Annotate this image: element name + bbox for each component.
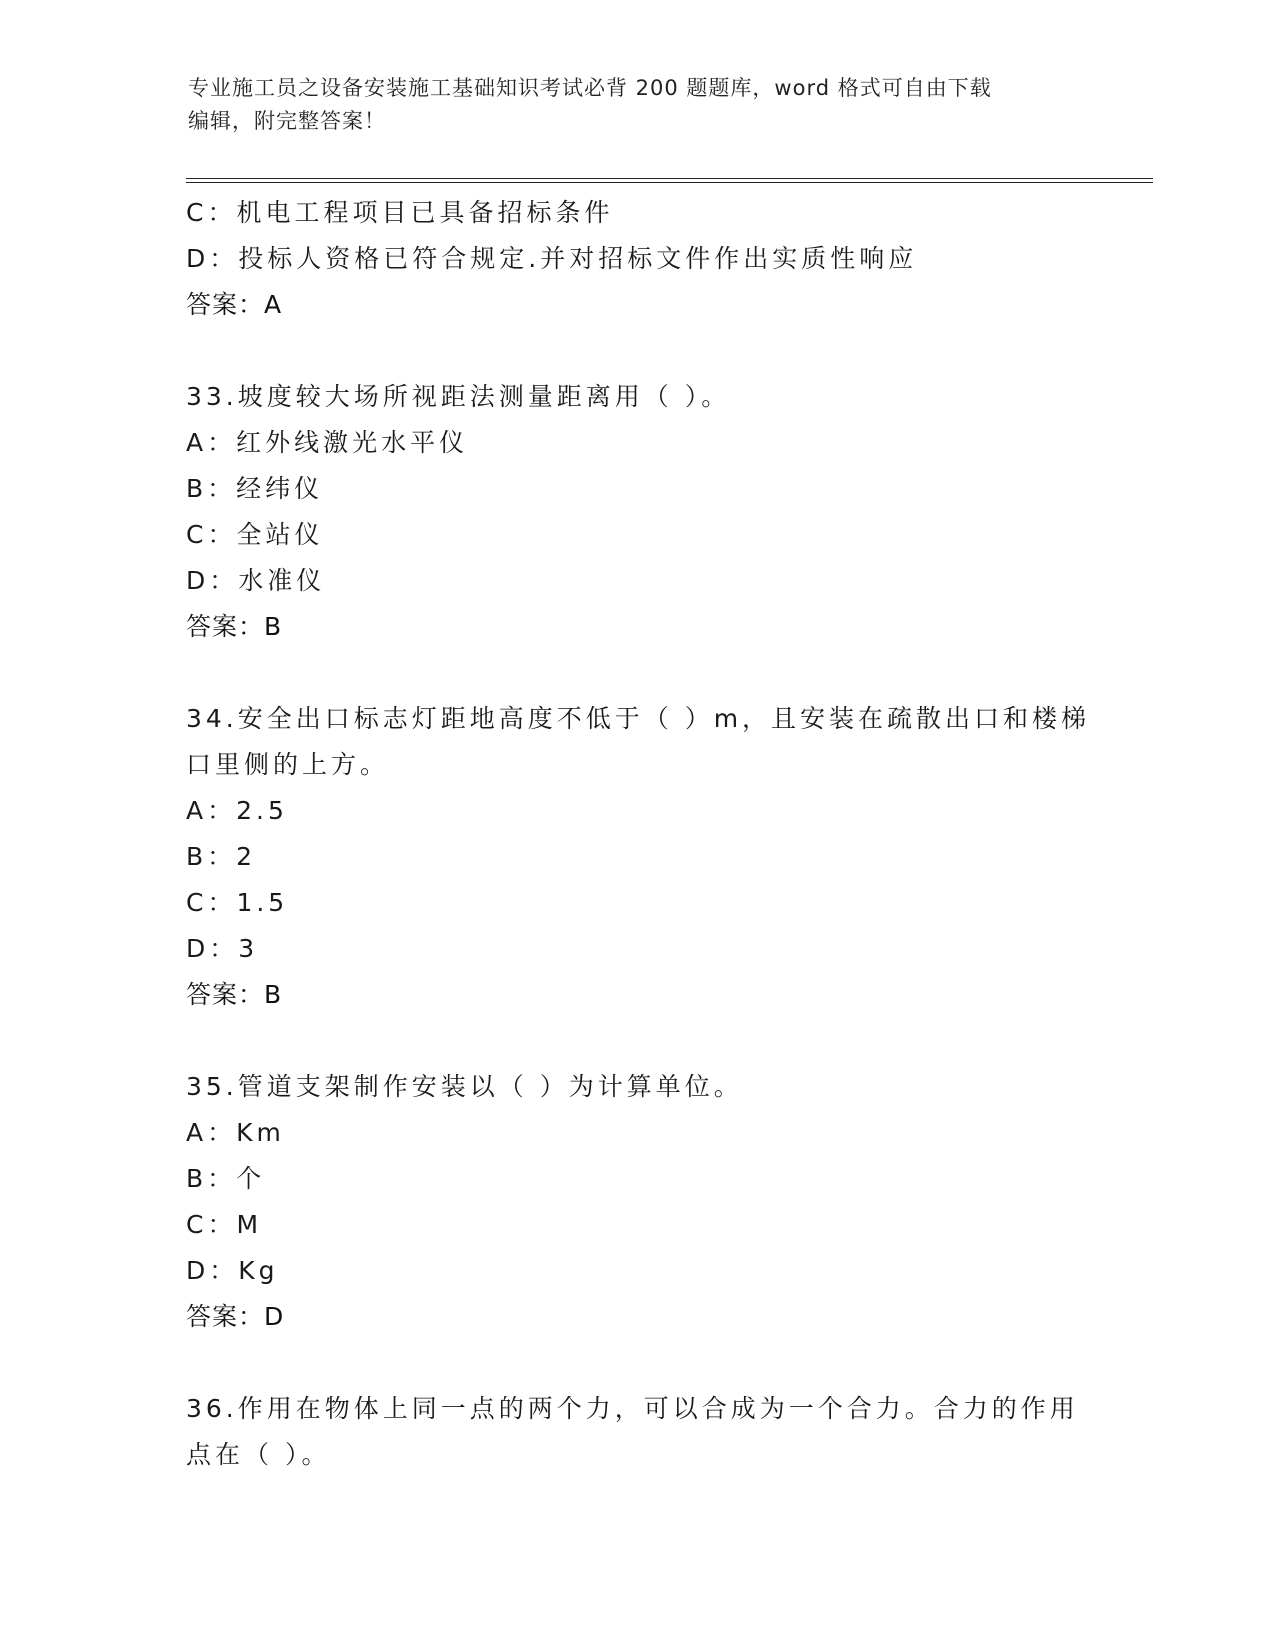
header-line-2: 编辑，附完整答案！ — [188, 109, 386, 133]
answer-line: 答案：D — [186, 1302, 285, 1331]
question-stem-line-1: 34.安全出口标志灯距地高度不低于（ ）m，且安装在疏散出口和楼梯 — [186, 704, 1091, 733]
spacer — [186, 1018, 1086, 1064]
option-a: A：Km — [186, 1118, 285, 1147]
question-36 — [186, 1386, 1086, 1478]
option-d: D：Kg — [186, 1256, 279, 1285]
option-b: B：2 — [186, 842, 257, 871]
question-34 — [186, 696, 1091, 1018]
option-c: C：M — [186, 1210, 263, 1239]
option-a: A：2.5 — [186, 796, 288, 825]
question-35 — [186, 1064, 1086, 1340]
option-b: B：经纬仪 — [186, 474, 324, 503]
option-d: D：水准仪 — [186, 566, 326, 595]
option-c: C：机电工程项目已具备招标条件 — [186, 198, 614, 227]
answer-line: 答案：A — [186, 290, 283, 319]
question-stem: 33.坡度较大场所视距法测量距离用（ ）。 — [186, 382, 731, 411]
question-32-tail — [186, 190, 1086, 328]
question-stem-line-2: 口里侧的上方。 — [186, 750, 390, 779]
header-divider-top — [186, 178, 1153, 179]
question-list — [186, 190, 1091, 1478]
option-b: B：个 — [186, 1164, 266, 1193]
option-d: D：3 — [186, 934, 259, 963]
answer-line: 答案：B — [186, 980, 283, 1009]
option-d: D：投标人资格已符合规定.并对招标文件作出实质性响应 — [186, 244, 918, 273]
question-33 — [186, 374, 1086, 650]
question-stem-line-2: 点在（ ）。 — [186, 1440, 331, 1469]
answer-line: 答案：B — [186, 612, 283, 641]
spacer — [186, 650, 1086, 696]
question-stem-line-1: 36.作用在物体上同一点的两个力，可以合成为一个合力。合力的作用 — [186, 1394, 1079, 1423]
header-divider-bottom — [186, 182, 1153, 183]
option-a: A：红外线激光水平仪 — [186, 428, 469, 457]
option-c: C：全站仪 — [186, 520, 324, 549]
spacer — [186, 328, 1086, 374]
header-line-1: 专业施工员之设备安装施工基础知识考试必背 200 题题库，word 格式可自由下载 — [188, 76, 992, 100]
question-stem: 35.管道支架制作安装以（ ）为计算单位。 — [186, 1072, 743, 1101]
option-c: C：1.5 — [186, 888, 289, 917]
document-header — [188, 72, 1068, 138]
spacer — [186, 1340, 1086, 1386]
